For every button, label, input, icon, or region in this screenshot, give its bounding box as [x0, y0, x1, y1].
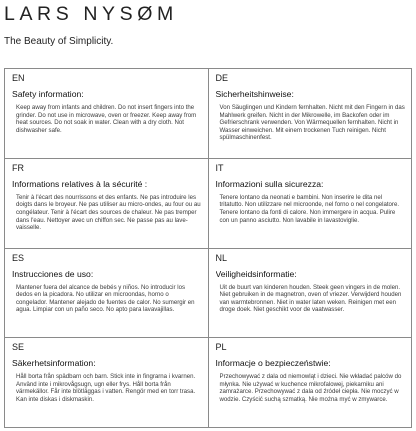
section-heading: Säkerhetsinformation: — [12, 358, 96, 369]
section-heading: Informations relatives à la sécurité : — [12, 178, 148, 189]
section-heading: Sicherheitshinweise: — [215, 89, 294, 99]
language-code: SE — [12, 342, 25, 353]
section-text: Mantener fuera del alcance de bebés y niños. No introducir los dedos en la picadora. No utilizar en microondas, horno o congelador. Mantener alejado de fuentes de calor. No sumergir en agua. Limpiar con un paño seco. No apto para lavavajillas. — [16, 283, 195, 314]
language-code: DE — [215, 73, 229, 83]
language-block-nl — [209, 249, 413, 339]
language-code: FR — [12, 162, 24, 173]
language-code: IT — [215, 162, 224, 173]
section-text: Tenere lontano da neonati e bambini. Non inserire le dita nel tritatutto. Non utilizzare nel microonde, nel forno o nel congelatore. Tenere lontano da fonti di calore. Non immergere in acqua. Pulire con un panno asciutto. Non lavabile in lavastoviglie. — [219, 193, 400, 224]
section-text: Keep away from infants and children. Do not insert fingers into the grinder. Do not use in microwave, oven or freezer. Keep away from heat sources. Do not soak in water. Clean with a dry cloth. Not dishwasher safe. — [16, 104, 197, 134]
language-block-en — [5, 69, 209, 159]
language-code: NL — [215, 252, 228, 263]
tagline: The Beauty of Simplicity. — [4, 36, 114, 47]
language-block-se — [5, 338, 209, 428]
language-code: ES — [12, 252, 25, 263]
section-heading: Instrucciones de uso: — [12, 268, 94, 279]
section-text: Przechowywać z dala od niemowląt i dzieci. Nie wkładać palców do młynka. Nie używać w kuchence mikrofalowej, piekarniku ani zamrażarce. Przechowywać z dala od źródeł ciepła. Nie moczyć w wodzie. Czyścić suchą szmatką. Nie można myć w zmywarce. — [219, 373, 402, 404]
section-text: Håll borta från spädbarn och barn. Stick inte in fingrarna i kvarnen. Använd inte i mikrovågsugn, ugn eller frys. Håll borta från värmekällor. Får inte blötläggas i vatten. Rengör med en torr trasa. Kan inte diskas i diskmaskin. — [16, 373, 196, 404]
language-block-de — [209, 69, 413, 159]
section-heading: Informazioni sulla sicurezza: — [215, 178, 324, 189]
language-block-fr — [5, 159, 209, 249]
safety-info-grid — [4, 68, 412, 428]
section-text: Tenir à l'écart des nourrissons et des enfants. Ne pas introduire les doigts dans le broyeur. Ne pas utiliser au micro-ondes, au four ou au congélateur. Tenir à l'écart des sources de chaleur. Ne pas tremper dans l'eau. Nettoyer avec un chiffon sec. Ne passe pas au lave-vaisselle. — [16, 193, 201, 232]
section-heading: Informacje o bezpieczeństwie: — [215, 358, 331, 369]
section-text: Uit de buurt van kinderen houden. Steek geen vingers in de molen. Niet gebruiken in de magnetron, oven of vriezer. Verwijderd houden van warmtebronnen. Niet in water laten weken. Reinigen met een droge doek. Niet geschikt voor de vaatwasser. — [219, 283, 402, 314]
brand-logo: LARS NYSØM — [4, 3, 178, 25]
section-text: Von Säuglingen und Kindern fernhalten. Nicht mit den Fingern in das Mahlwerk greifen. Nicht in der Mikrowelle, im Backofen oder im Gefrierschrank verwenden. Von Wärmequellen fernhalten. Nicht in Wasser einweichen. Mit einem trockenen Tuch reinigen. Nicht spülmaschinenfest. — [219, 104, 405, 142]
language-block-pl — [209, 338, 413, 428]
section-heading: Veiligheidsinformatie: — [215, 268, 297, 279]
section-heading: Safety information: — [12, 89, 84, 99]
language-code: EN — [12, 73, 25, 83]
language-code: PL — [215, 342, 227, 353]
language-block-es — [5, 249, 209, 339]
language-block-it — [209, 159, 413, 249]
